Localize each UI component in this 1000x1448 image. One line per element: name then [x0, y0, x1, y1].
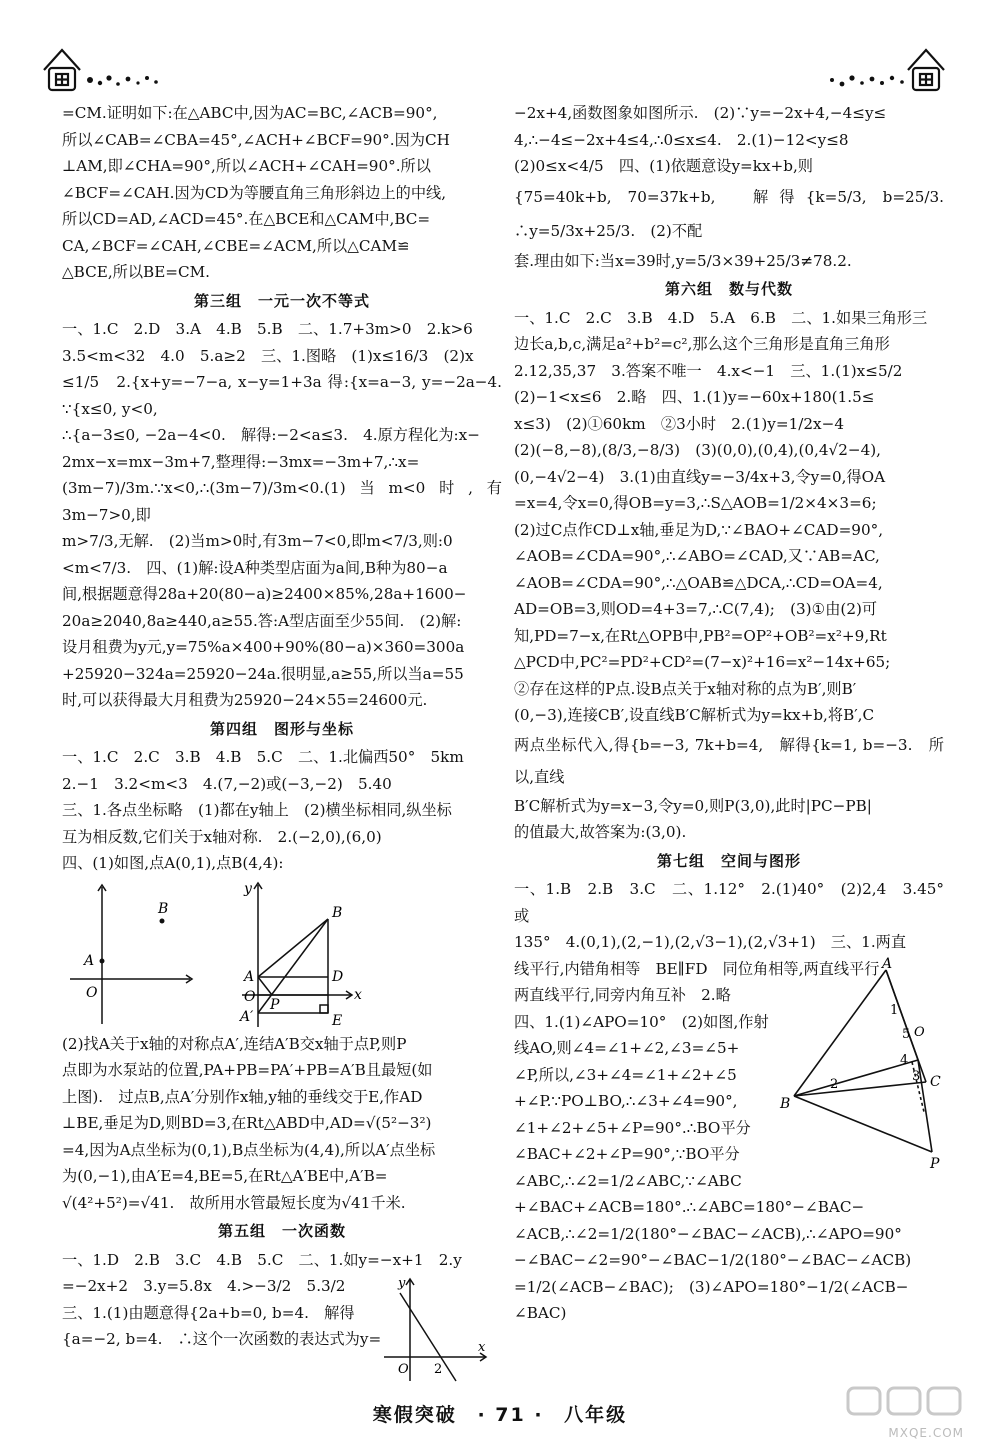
text-line: 2.−1 3.2<m<3 4.(7,−2)或(−3,−2) 5.40 — [62, 774, 392, 793]
text-line: ∠ABC,∴∠2=1/2∠ABC,∵∠ABC — [514, 1171, 742, 1190]
text-line: 3.5<m<32 4.0 5.a≥2 三、1.图略 (1)x≤16/3 (2)x — [62, 346, 474, 365]
dots-decoration-icon — [87, 75, 158, 85]
label-B: B — [780, 1096, 791, 1112]
text-line: ∠BAC) — [514, 1304, 567, 1322]
segment-BP — [794, 1096, 932, 1152]
group4-answers — [62, 744, 502, 877]
text-line: 四、(1)如图,点A(0,1),点B(4,4): — [62, 854, 284, 872]
text-line: 135° 4.(0,1),(2,−1),(2,√3−1),(2,√3+1) 三、1.两直 — [514, 933, 907, 951]
text-line: {a=−2, b=4. ∴这个一次函数的表达式为y= — [62, 1330, 382, 1348]
grade-label: 八年级 — [564, 1404, 628, 1426]
dots-decoration-icon — [830, 75, 904, 86]
point-A — [100, 958, 105, 963]
header-house-decoration-right — [752, 40, 952, 98]
text-line: 为(0,−1),由A′E=4,BE=5,在Rt△A′BE中,A′B= — [62, 1167, 388, 1185]
text-line: =−2x+2 3.y=5.8x 4.>−3/2 5.3/2 — [62, 1277, 346, 1295]
label-A: A — [84, 952, 95, 969]
text-line: (2)过C点作CD⊥x轴,垂足为D,∵∠BAO+∠CAD=90°, — [514, 520, 884, 539]
side-BC — [794, 1082, 926, 1096]
text-line: (3m−7)/3m.∵x<0,∴(3m−7)/3m<0.(1)当m<0时,有3m−7>0,即 — [62, 479, 502, 524]
text-line: 知,PD=7−x,在Rt△OPB中,PB²=OP²+OB²=x²+9,Rt — [514, 626, 887, 645]
text-line: 一、1.B 2.B 3.C 二、1.12° 2.(1)40° (2)2,4 3.45°或 — [514, 880, 944, 925]
text-line: =x=4,令x=0,得OB=y=3,∴S△AOB=1/2×4×3=6; — [514, 494, 877, 512]
text-line: <m<7/3. 四、(1)解:设A种类型店面为a间,B种为80−a — [62, 558, 448, 577]
proof-continuation — [62, 100, 502, 286]
section-title-group6: 第六组 数与代数 — [664, 280, 793, 298]
text-line: m>7/3,无解. (2)当m>0时,有3m−7<0,即m<7/3,则:0 — [62, 532, 453, 550]
label-A: A — [244, 968, 255, 985]
text-line: (2)−1<x≤6 2.略 四、1.(1)y=−60x+180(1.5≤ — [514, 388, 875, 406]
label-P: P — [930, 1156, 940, 1172]
label-O: O — [86, 984, 98, 1001]
text-line: 时,可以获得最大月租费为25920−24×55=24600元. — [62, 691, 428, 709]
text-line: ∠AOB=∠CDA=90°,∴△OAB≌△DCA,∴CD=OA=4, — [514, 573, 883, 592]
text-line: 2mx−x=mx−3m+7,整理得:−3mx=−3m+7,∴x= — [62, 452, 420, 471]
text-line: 套.理由如下:当x=39时,y=5/3×39+25/3≠78.2. — [514, 251, 852, 270]
book-title: 寒假突破 — [372, 1404, 457, 1426]
text-line: 两直线平行,同旁内角互补 2.略 — [514, 986, 731, 1004]
text-line: 一、1.C 2.D 3.A 4.B 5.B 二、1.7+3m>0 2.k>6 — [62, 320, 473, 338]
segment-AP — [258, 977, 272, 995]
text-line: ②存在这样的P点.设B点关于x轴对称的点为B′,则B′ — [514, 679, 857, 698]
group7-answers — [514, 876, 944, 1327]
text-line: B′C解析式为y=x−3,令y=0,则P(3,0),此时|PC−PB| — [514, 796, 872, 815]
text-line: AD=OB=3,则OD=4+3=7,∴C(7,4); (3)①由(2)可 — [514, 600, 878, 618]
text-line: =CM.证明如下:在△ABC中,因为AC=BC,∠ACB=90°, — [62, 104, 438, 122]
text-line: 互为相反数,它们关于x轴对称. 2.(−2,0),(6,0) — [62, 827, 382, 846]
right-angle-mark — [320, 1005, 328, 1013]
text-line: ∠BAC+∠2+∠P=90°,∵BO平分 — [514, 1145, 740, 1163]
text-line: 点即为水泵站的位置,PA+PB=PA′+PB=A′B且最短(如 — [62, 1061, 433, 1079]
label-x: x — [354, 986, 362, 1003]
page-number: · 71 · — [477, 1404, 544, 1426]
text-line: (2)找A关于x轴的对称点A′,连结A′B交x轴于点P,则P — [62, 1034, 407, 1053]
label-2: 2 — [434, 1361, 443, 1377]
left-column — [62, 100, 502, 1377]
segment-A2B — [258, 919, 328, 1013]
text-line: 设月租费为y元,y=75%a×400+90%(80−a)×360=300a — [62, 638, 465, 656]
section-title-group5: 第五组 一次函数 — [217, 1222, 346, 1240]
text-line: x≤3) (2)①60km ②3小时 2.(1)y=1/2x−4 — [514, 414, 845, 433]
text-line: −∠BAC−∠2=90°−∠BAC−1/2(180°−∠BAC−∠ACB) — [514, 1251, 912, 1269]
text-line: +25920−324a=25920−24a.很明显,a≥55,所以当a=55 — [62, 664, 464, 683]
text-line: ≤1/5 2.{x+y=−7−a, x−y=1+3a 得:{x=a−3, y=−2a−4. ∵{x≤0, y<0, — [62, 373, 502, 418]
right-column — [514, 100, 960, 1327]
house-icon — [908, 50, 944, 90]
text-line: (0,−4√2−4) 3.(1)由直线y=−3/4x+3,令y=0,得OA — [514, 467, 886, 486]
label-O: O — [244, 988, 256, 1005]
text-line: △PCD中,PC²=PD²+CD²=(7−x)²+16=x²−14x+65; — [514, 653, 891, 671]
group3-answers — [62, 316, 502, 714]
section-title-group7: 第七组 空间与图形 — [656, 851, 801, 870]
section-title-group3: 第三组 一元一次不等式 — [193, 291, 370, 310]
text-line: 20a≥2040,8a≥440,a≥55.答:A型店面至少55间. (2)解: — [62, 611, 462, 630]
text-line: ∠P,所以,∠3+∠4=∠1+∠2+∠5 — [514, 1065, 737, 1084]
text-line: 4,∴−4≤−2x+4≤4,∴0≤x≤4. 2.(1)−12<y≤8 — [514, 130, 849, 149]
label-P: P — [270, 996, 280, 1013]
angle-label-1: 1 — [890, 1003, 899, 1018]
section-title-group4: 第四组 图形与坐标 — [209, 719, 354, 738]
group4-continued — [62, 1031, 502, 1217]
label-O: O — [914, 1025, 925, 1040]
watermark-text: MXQE.COM — [888, 1426, 964, 1440]
text-line: 边长a,b,c,满足a²+b²=c²,那么这个三角形是直角三角形 — [514, 335, 890, 353]
text-line: 的值最大,故答案为:(3,0). — [514, 823, 687, 841]
text-line: ∠ACB,∴∠2=1/2(180°−∠BAC−∠ACB),∴∠APO=90° — [514, 1224, 902, 1243]
text-line: (0,−3),连接CB′,设直线B′C解析式为y=kx+b,将B′,C — [514, 706, 875, 724]
text-line: 线AO,则∠4=∠1+∠2,∠3=∠5+ — [514, 1039, 740, 1057]
angle-label-4: 4 — [900, 1053, 909, 1068]
text-line: 2.12,35,37 3.答案不唯一 4.x<−1 三、1.(1)x≤5/2 — [514, 361, 903, 380]
text-line: 所以∠CAB=∠CBA=45°,∠ACH+∠BCF=90°.因为CH — [62, 130, 450, 149]
text-line: 三、1.(1)由题意得{2a+b=0, b=4. 解得 — [62, 1303, 355, 1322]
text-line: +∠P.∵PO⊥BO,∴∠3+∠4=90°, — [514, 1092, 738, 1110]
house-icon — [44, 50, 80, 90]
text-line: 三、1.各点坐标略 (1)都在y轴上 (2)横坐标相同,纵坐标 — [62, 801, 452, 819]
side-AB — [794, 970, 886, 1096]
angle-label-5: 5 — [902, 1027, 911, 1042]
label-C: C — [930, 1074, 941, 1090]
text-line: 一、1.C 2.C 3.B 4.D 5.A 6.B 二、1.如果三角形三 — [514, 308, 928, 327]
text-line: 两点坐标代入,得{b=−3, 7k+b=4, 解得{k=1, b=−3. 所以,直线 — [514, 735, 944, 786]
label-E: E — [332, 1012, 343, 1029]
label-O: O — [398, 1361, 409, 1377]
group5-answers — [62, 1247, 502, 1377]
text-line: √(4²+5²)=√41. 故所用水管最短长度为√41千米. — [62, 1193, 406, 1212]
label-A: A — [882, 956, 893, 972]
angle-label-2: 2 — [830, 1077, 839, 1092]
text-line: ∠BCF=∠CAH.因为CD为等腰直角三角形斜边上的中线, — [62, 183, 447, 202]
angle-label-3: 3 — [912, 1069, 921, 1084]
label-y: y — [244, 880, 252, 897]
point-B — [160, 918, 165, 923]
text-line: −2x+4,函数图象如图所示. (2)∵y=−2x+4,−4≤y≤ — [514, 104, 887, 122]
text-line: =1/2(∠ACB−∠BAC); (3)∠APO=180°−1/2(∠ACB− — [514, 1277, 909, 1296]
group5-continued — [514, 100, 960, 274]
text-line: 四、1.(1)∠APO=10° (2)如图,作射 — [514, 1012, 769, 1031]
group6-answers — [514, 305, 944, 846]
text-line: △BCE,所以BE=CM. — [62, 263, 211, 281]
text-line: (2)(−8,−8),(8/3,−8/3) (3)(0,0),(0,4),(0,4√2−4), — [514, 441, 882, 459]
text-line: CA,∠BCF=∠CAH,∠CBE=∠ACM,所以△CAM≌ — [62, 236, 410, 255]
text-line: ⊥AM,即∠CHA=90°,所以∠ACH+∠CAH=90°.所以 — [62, 157, 431, 175]
text-line: ∠AOB=∠CDA=90°,∴∠ABO=∠CAD,又∵AB=AC, — [514, 547, 880, 565]
text-line: +∠BAC+∠ACB=180°.∴∠ABC=180°−∠BAC− — [514, 1198, 865, 1216]
triangle-angle-figure — [780, 956, 944, 1172]
text-line: {75=40k+b, 70=37k+b, 解得{k=5/3, b=25/3. ∴y=5/3x+25/3. (2)不配 — [514, 187, 960, 240]
text-line: 一、1.D 2.B 3.C 4.B 5.C 二、1.如y=−x+1 2.y — [62, 1250, 462, 1269]
text-line: 间,根据题意得28a+20(80−a)≥2400×85%,28a+1600− — [62, 585, 467, 603]
text-line: ∠1+∠2+∠5+∠P=90°.∴BO平分 — [514, 1118, 751, 1137]
segment-AB — [258, 919, 328, 977]
label-D: D — [332, 968, 344, 985]
text-line: 线平行,内错角相等 BE∥FD 同位角相等,两直线平行 — [514, 959, 880, 978]
label-y: y — [398, 1275, 406, 1291]
text-line: 所以CD=AD,∠ACD=45°.在△BCE和△CAM中,BC= — [62, 210, 431, 228]
text-line: ∴{a−3≤0, −2a−4<0. 解得:−2<a≤3. 4.原方程化为:x− — [62, 426, 480, 444]
linear-function-graph — [380, 1273, 490, 1385]
text-line: ⊥BE,垂足为D,则BD=3,在Rt△ABD中,AD=√(5²−3²) — [62, 1114, 432, 1132]
label-B: B — [332, 904, 343, 921]
label-A-prime: A′ — [240, 1008, 254, 1025]
text-line: 一、1.C 2.C 3.B 4.B 5.C 二、1.北偏西50° 5km — [62, 748, 464, 766]
text-line: (2)0≤x<4/5 四、(1)依题意设y=kx+b,则 — [514, 157, 813, 175]
label-B: B — [158, 900, 169, 917]
label-x: x — [478, 1339, 486, 1355]
header-house-decoration-left — [38, 40, 238, 98]
text-line: 上图). 过点B,点A′分别作x轴,y轴的垂线交于E,作AD — [62, 1087, 423, 1106]
text-line: =4,因为A点坐标为(0,1),B点坐标为(4,4),所以A′点坐标 — [62, 1140, 436, 1159]
coordinate-figures-group4 — [62, 879, 502, 1029]
